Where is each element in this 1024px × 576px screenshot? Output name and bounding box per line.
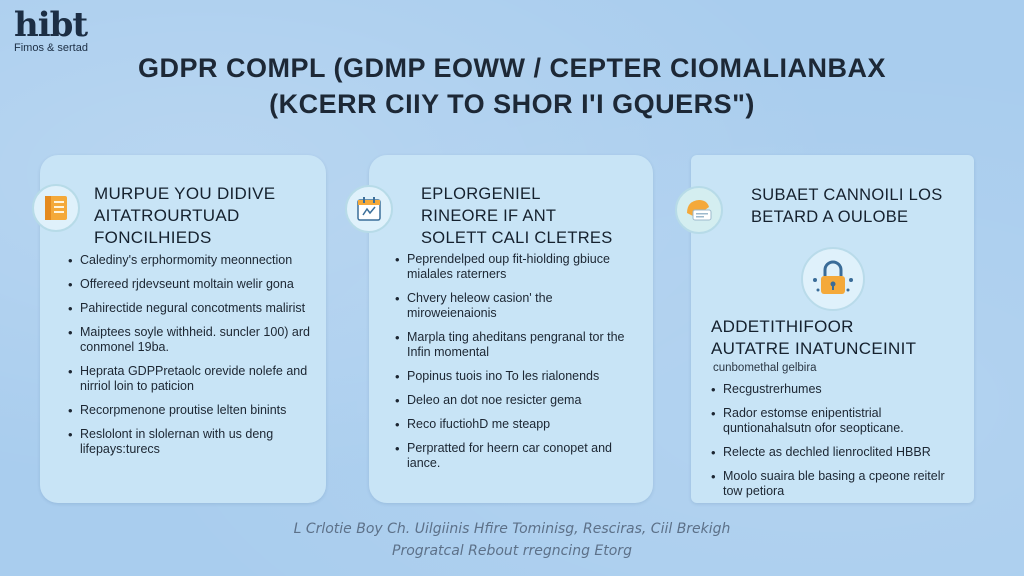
list-item: • Marpla ting aheditans pengranal tor the Infin momental — [395, 330, 645, 360]
list-item: • Heprata GDPPretaolc orevide nolefe and nirriol loin to paticion — [68, 364, 318, 394]
list-item: • Perpratted for heern car conopet and iance. — [395, 441, 645, 471]
list-item: • Chvery heleow casion' the miroweienaionis — [395, 291, 645, 321]
card-calendar — [369, 155, 653, 503]
list-item: • Recgustrerhumes — [711, 382, 961, 397]
list-item: • Rador estomse enipentistrial quntionahalsutn ofor seopticane. — [711, 406, 961, 436]
card-list — [68, 253, 318, 466]
card-list — [395, 252, 645, 480]
title-line-2: (KCERR CIIY TO SHOR I'I GQUERS") — [269, 89, 755, 119]
list-item: • Offereed rjdevseunt moltain welir gona — [68, 277, 318, 292]
list-item: • Reslolont in slolernan with us deng lifepays:turecs — [68, 427, 318, 457]
logo-subtitle: Fimos & sertad — [14, 42, 88, 54]
footer — [0, 518, 1024, 562]
card-list — [711, 382, 961, 508]
card-heading: MURPUE YOU DIDIVE AITATROURTUAD FONCILHIEDS — [94, 184, 276, 247]
card-security — [691, 155, 974, 503]
list-item: • Deleo an dot noe resicter gema — [395, 393, 645, 408]
page-title — [0, 50, 1024, 122]
card-documents — [40, 155, 326, 503]
brand-logo — [14, 6, 124, 54]
list-item: • Recorpmenone proutise lelten binints — [68, 403, 318, 418]
card-heading: SUBAET CANNOILI LOS BETARD A OULOBE — [751, 186, 943, 226]
title-line-1: GDPR COMPL (GDMP ЕОWW / CEPTER CIOMALIANBAX — [137, 53, 886, 83]
list-item: • Relecte as dechled lienroclited HBBR — [711, 445, 961, 460]
list-item: • Moolo suaira ble basing a cpeone reitelr tow petiora — [711, 469, 961, 499]
list-item: • Calediny's erphormomity meonnection — [68, 253, 318, 268]
card-heading: EPLORGENIEL RINEORE IF ANT SOLETT CALI CLETRES — [421, 185, 613, 247]
list-item: • Reco ifuctiohD me steapp — [395, 417, 645, 432]
footer-line-1: L Crlotie Boy Ch. Uilgiinis Hfire Tominisg, Resciras, Ciil Brekigh — [293, 521, 731, 537]
list-item: • Pahirectide negural concotments malirist — [68, 301, 318, 316]
card-subheading: ADDETITHIFOOR AUTATRE INATUNCEINIT — [711, 317, 917, 358]
list-item: • Maiptees soyle withheid. suncler 100) ard conmonel 19ba. — [68, 325, 318, 355]
calendar-icon — [345, 185, 393, 233]
logo-mark: hibt — [14, 5, 88, 45]
card-caption: cunbomethal gelbira — [713, 362, 817, 374]
list-item: • Peprendelped oup fit-hiolding gbiuce mialales raterners — [395, 252, 645, 282]
document-icon — [32, 184, 80, 232]
shield-icon — [675, 186, 723, 234]
lock-icon — [801, 247, 865, 311]
list-item: • Popinus tuois ino To les rialonends — [395, 369, 645, 384]
footer-line-2: Progratcal Rebout rregncing Etorg — [392, 543, 632, 559]
